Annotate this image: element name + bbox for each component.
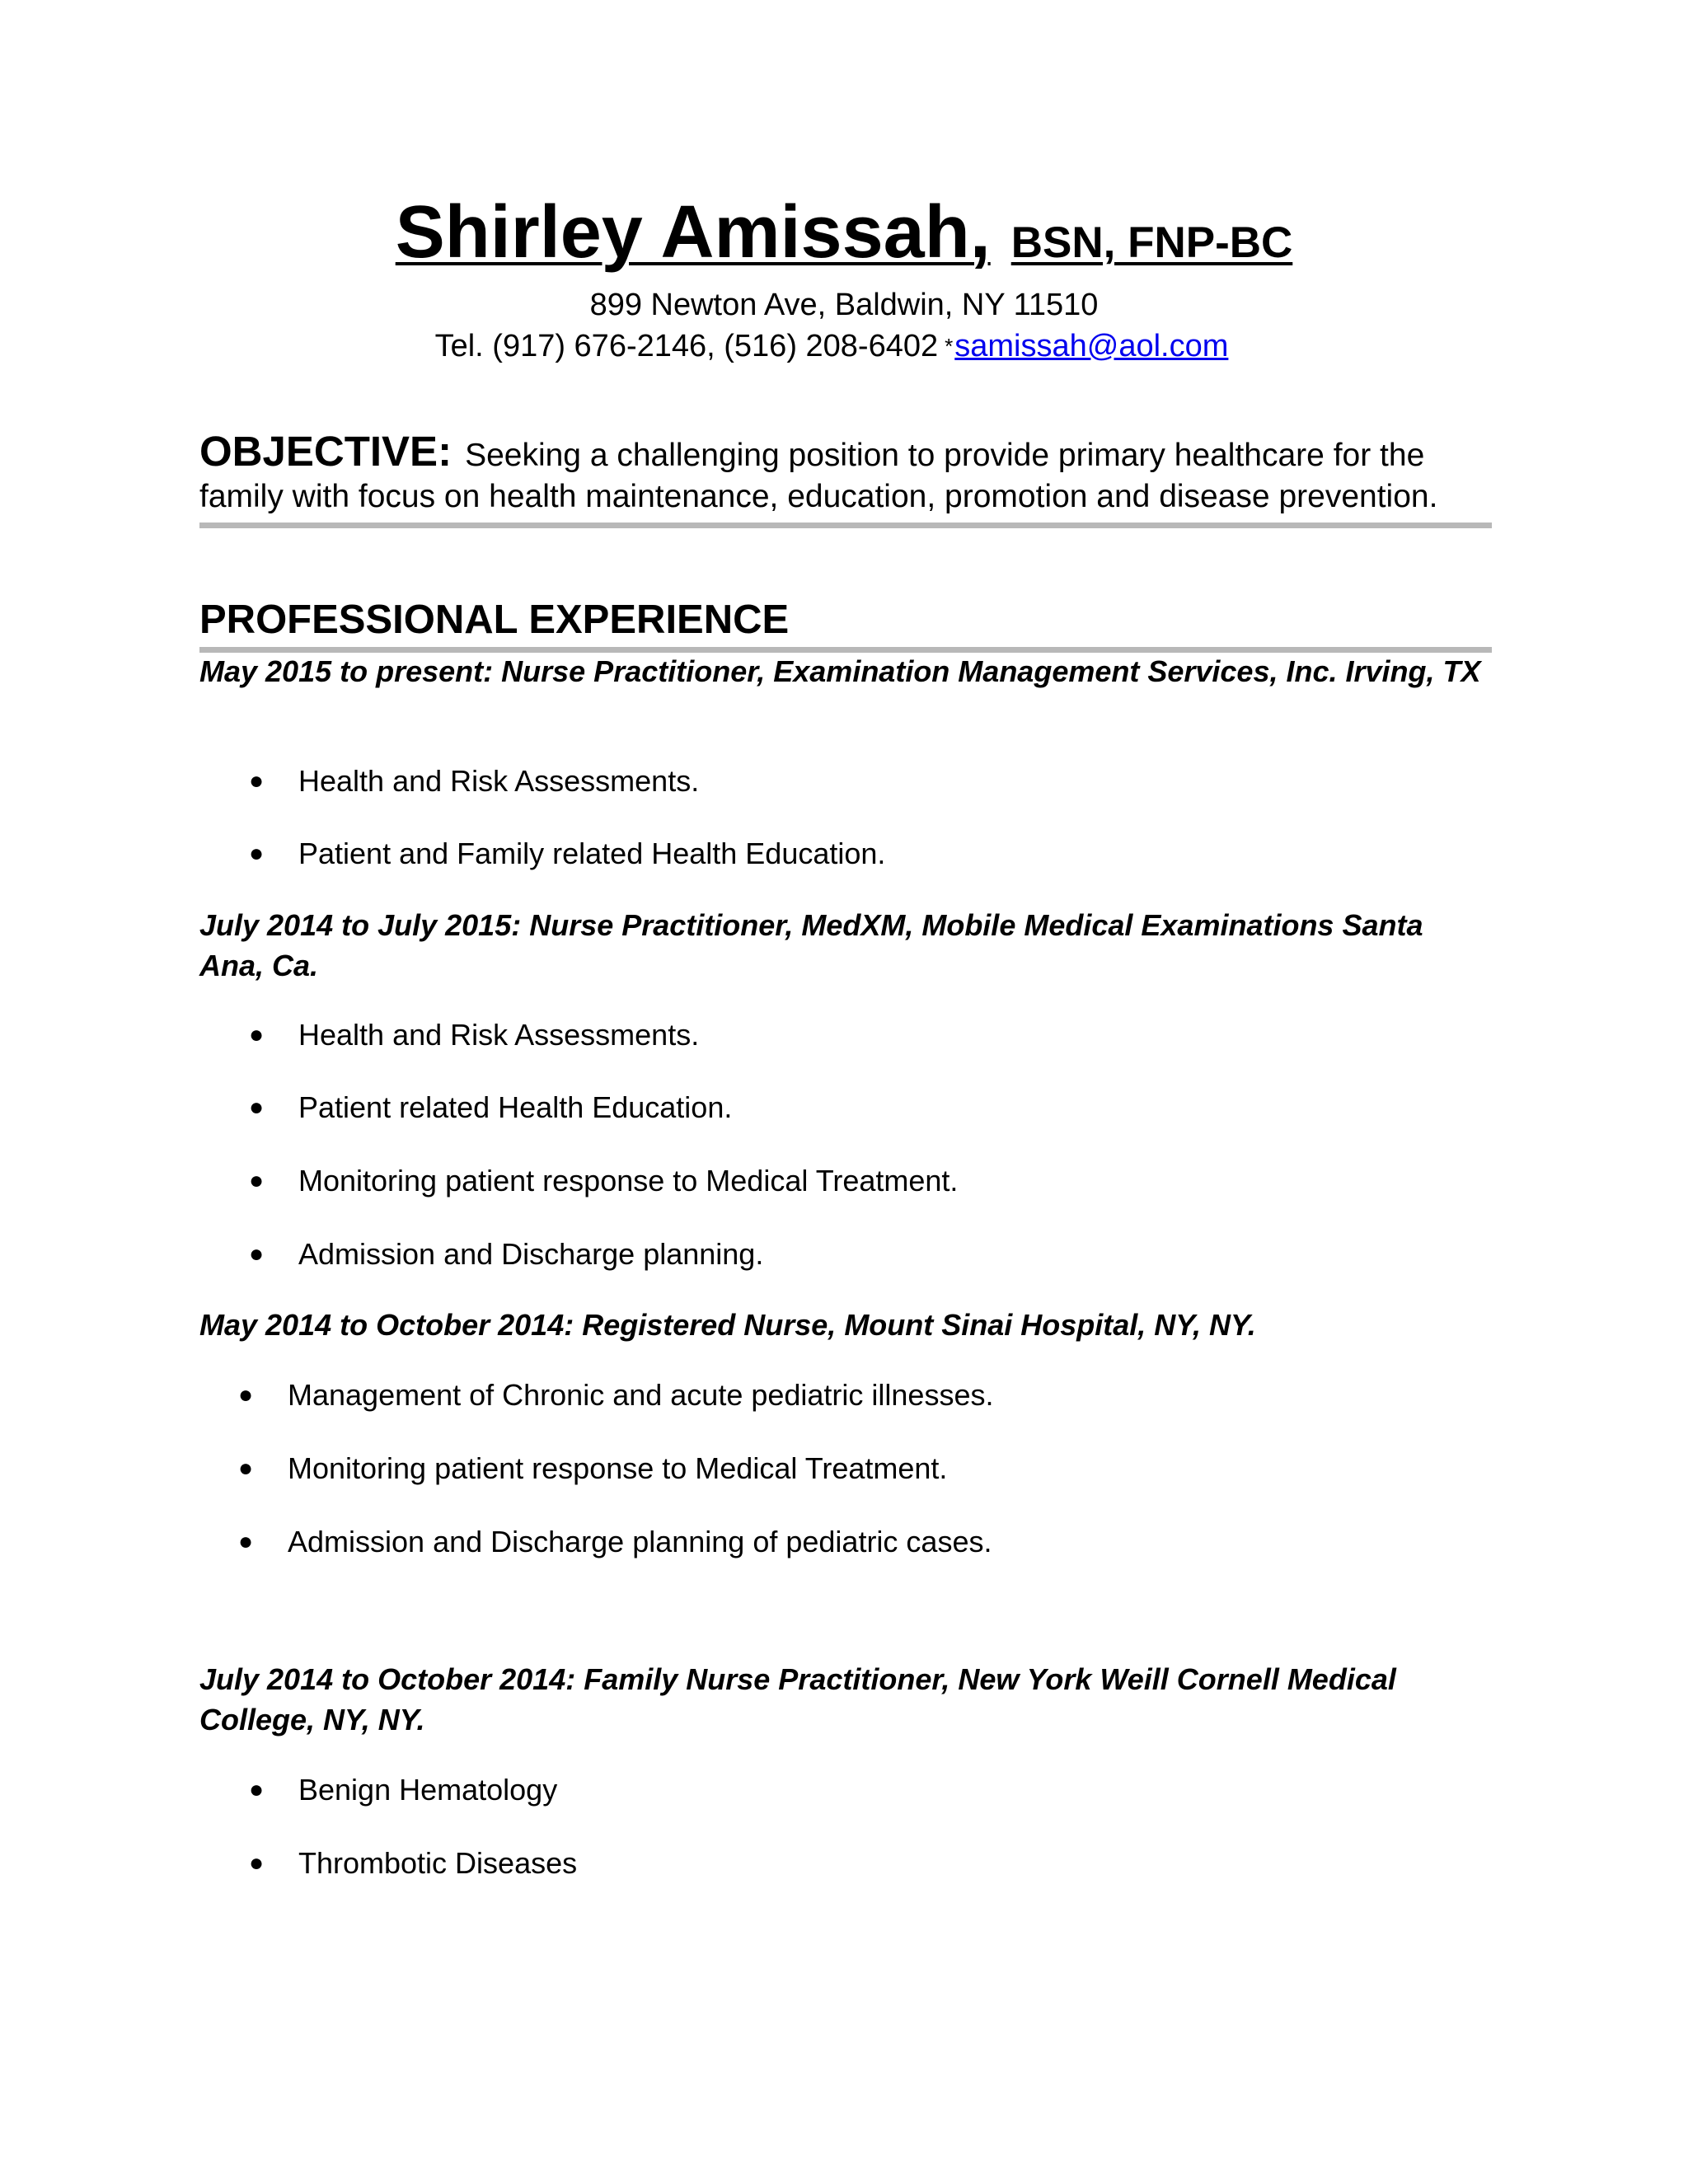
job-title: July 2014 to October 2014: Family Nurse Practitioner, New York Weill Cornell Medical College, NY, NY. — [199, 1662, 1396, 1736]
list-item: ● Patient related Health Education. — [249, 1090, 733, 1124]
name-heading — [0, 191, 1688, 284]
bullet-icon: ● — [238, 1455, 254, 1482]
bullet-icon: ● — [238, 1528, 254, 1555]
list-item: ● Benign Hematology — [249, 1773, 558, 1807]
bullet-icon: ● — [249, 840, 265, 867]
objective-divider — [199, 523, 1492, 528]
job-title: May 2014 to October 2014: Registered Nurse, Mount Sinai Hospital, NY, NY. — [199, 1308, 1256, 1342]
list-item: ● Thrombotic Diseases — [249, 1846, 578, 1880]
separator-symbol: * — [945, 334, 954, 359]
list-item: ● Health and Risk Assessments. — [249, 1018, 700, 1052]
phone-numbers: Tel. (917) 676-2146, (516) 208-6402 — [434, 329, 939, 363]
experience-heading: PROFESSIONAL EXPERIENCE — [199, 598, 790, 642]
bullet-icon: ● — [249, 1167, 265, 1194]
list-item: ● Management of Chronic and acute pediatric illnesses. — [238, 1378, 994, 1412]
full-name: Shirley Amissah, — [395, 191, 991, 274]
bullet-icon: ● — [249, 1776, 265, 1803]
objective-text: Seeking a challenging position to provide primary healthcare for the family with focus on health maintenance, education, promotion and disease prevention. — [199, 438, 1438, 514]
job-title: July 2014 to July 2015: Nurse Practitioner, MedXM, Mobile Medical Examinations Santa Ana, Ca. — [199, 908, 1423, 982]
bullet-icon: ● — [238, 1381, 254, 1408]
list-item: ● Health and Risk Assessments. — [249, 764, 700, 798]
bullet-icon: ● — [249, 1849, 265, 1877]
email-link[interactable]: samissah@aol.com — [954, 329, 1229, 363]
list-item: ● Admission and Discharge planning. — [249, 1237, 764, 1271]
objective-label: OBJECTIVE: — [199, 428, 452, 475]
list-item: ● Monitoring patient response to Medical Treatment. — [238, 1451, 948, 1485]
job-title: May 2015 to present: Nurse Practitioner, Examination Management Services, Inc. Irving, TX — [199, 654, 1481, 688]
bullet-icon: ● — [249, 1094, 265, 1121]
list-item: ● Patient and Family related Health Education. — [249, 837, 886, 870]
bullet-icon: ● — [249, 1240, 265, 1268]
list-item: ● Monitoring patient response to Medical Treatment. — [249, 1164, 959, 1197]
address: 899 Newton Ave, Baldwin, NY 11510 — [589, 288, 1099, 322]
credentials: BSN, FNP-BC — [1010, 218, 1293, 267]
contact-line — [0, 326, 1688, 367]
list-item: ● Admission and Discharge planning of pediatric cases. — [238, 1525, 992, 1558]
objective-section — [199, 428, 1493, 518]
bullet-icon: ● — [249, 767, 265, 794]
bullet-icon: ● — [249, 1021, 265, 1048]
resume-header — [0, 191, 1688, 367]
